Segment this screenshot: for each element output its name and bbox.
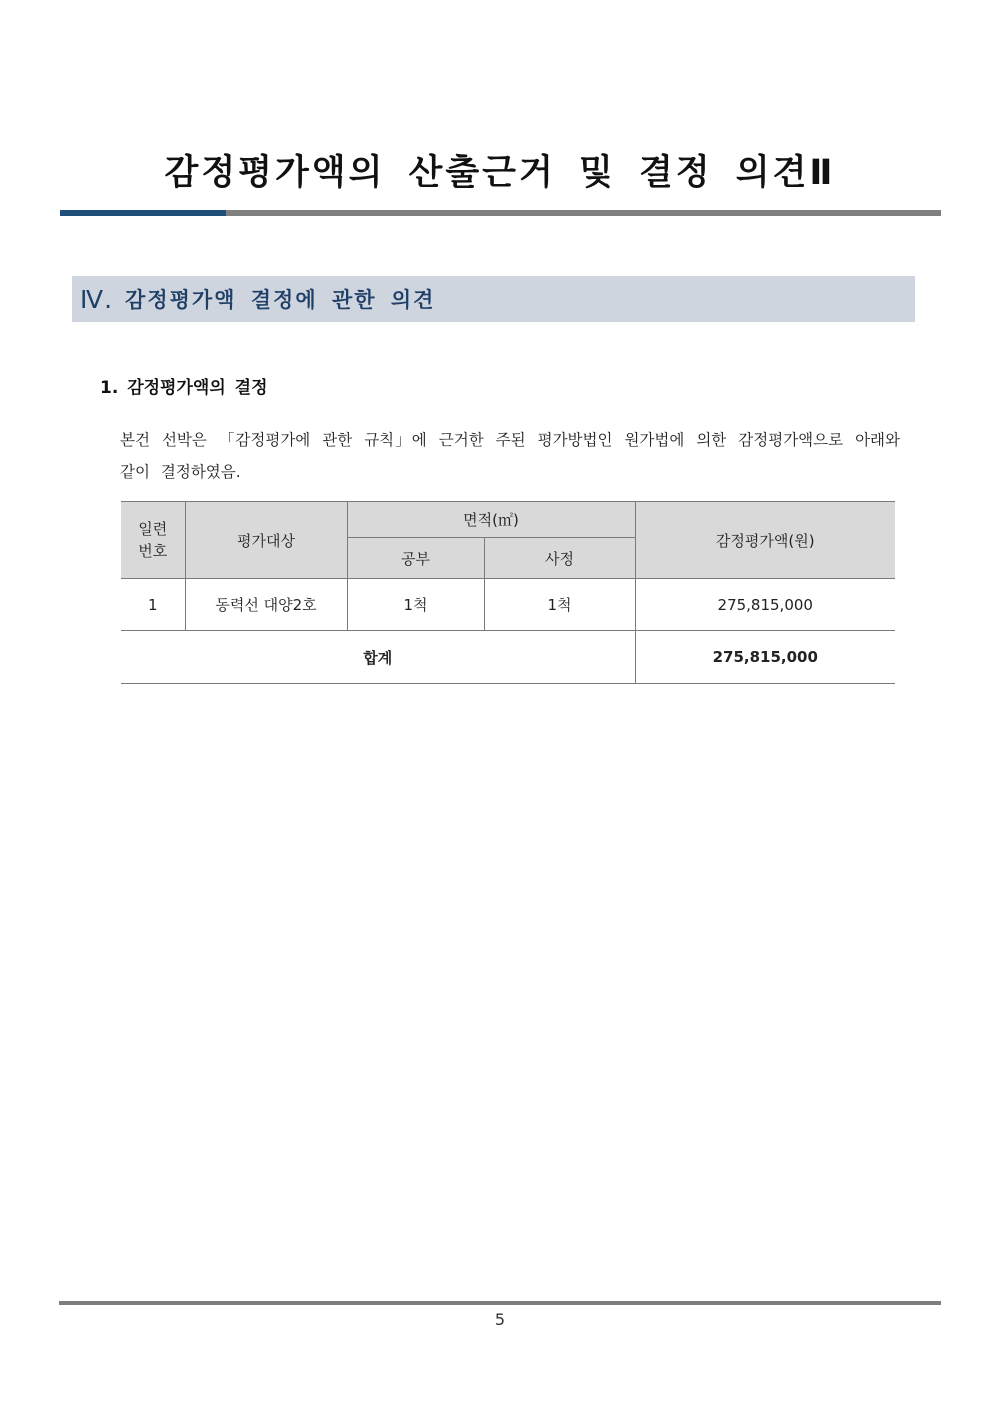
paragraph-line: 같이 결정하였음. [120,463,241,481]
page-title: 감정평가액의 산출근거 및 결정 의견Ⅱ [164,153,836,193]
section-title: 감정평가액 결정에 관한 의견 [125,288,436,312]
header-area: 면적(㎡) [347,502,635,538]
section-number: Ⅳ. [80,284,114,314]
header-serial-line1: 일련 [138,520,168,538]
header-area-actual: 사정 [484,538,635,579]
header-value: 감정평가액(원) [635,502,895,579]
title-divider [60,210,941,216]
cell-area-official: 1척 [347,579,484,631]
footer-divider [59,1301,941,1305]
body-paragraph [120,424,900,488]
cell-target: 동력선 대양2호 [185,579,347,631]
paragraph-line: 본건 선박은 「감정평가에 관한 규칙」에 근거한 주된 평가방법인 원가법에 의한 감정평가액으로 아래와 [120,431,900,449]
title-divider-accent [60,210,226,216]
table-row [121,579,895,631]
total-value: 275,815,000 [635,631,895,684]
header-target: 평가대상 [185,502,347,579]
page-number: 5 [494,1310,506,1329]
header-area-official: 공부 [347,538,484,579]
header-serial [121,502,185,579]
total-row [121,631,895,684]
header-serial-line2: 번호 [138,542,168,560]
appraisal-table [121,501,895,684]
cell-value: 275,815,000 [635,579,895,631]
subsection-heading: 1. 감정평가액의 결정 [100,378,268,398]
cell-area-actual: 1척 [484,579,635,631]
section-header-band [72,276,915,322]
total-label: 합계 [121,631,635,684]
cell-serial: 1 [121,579,185,631]
